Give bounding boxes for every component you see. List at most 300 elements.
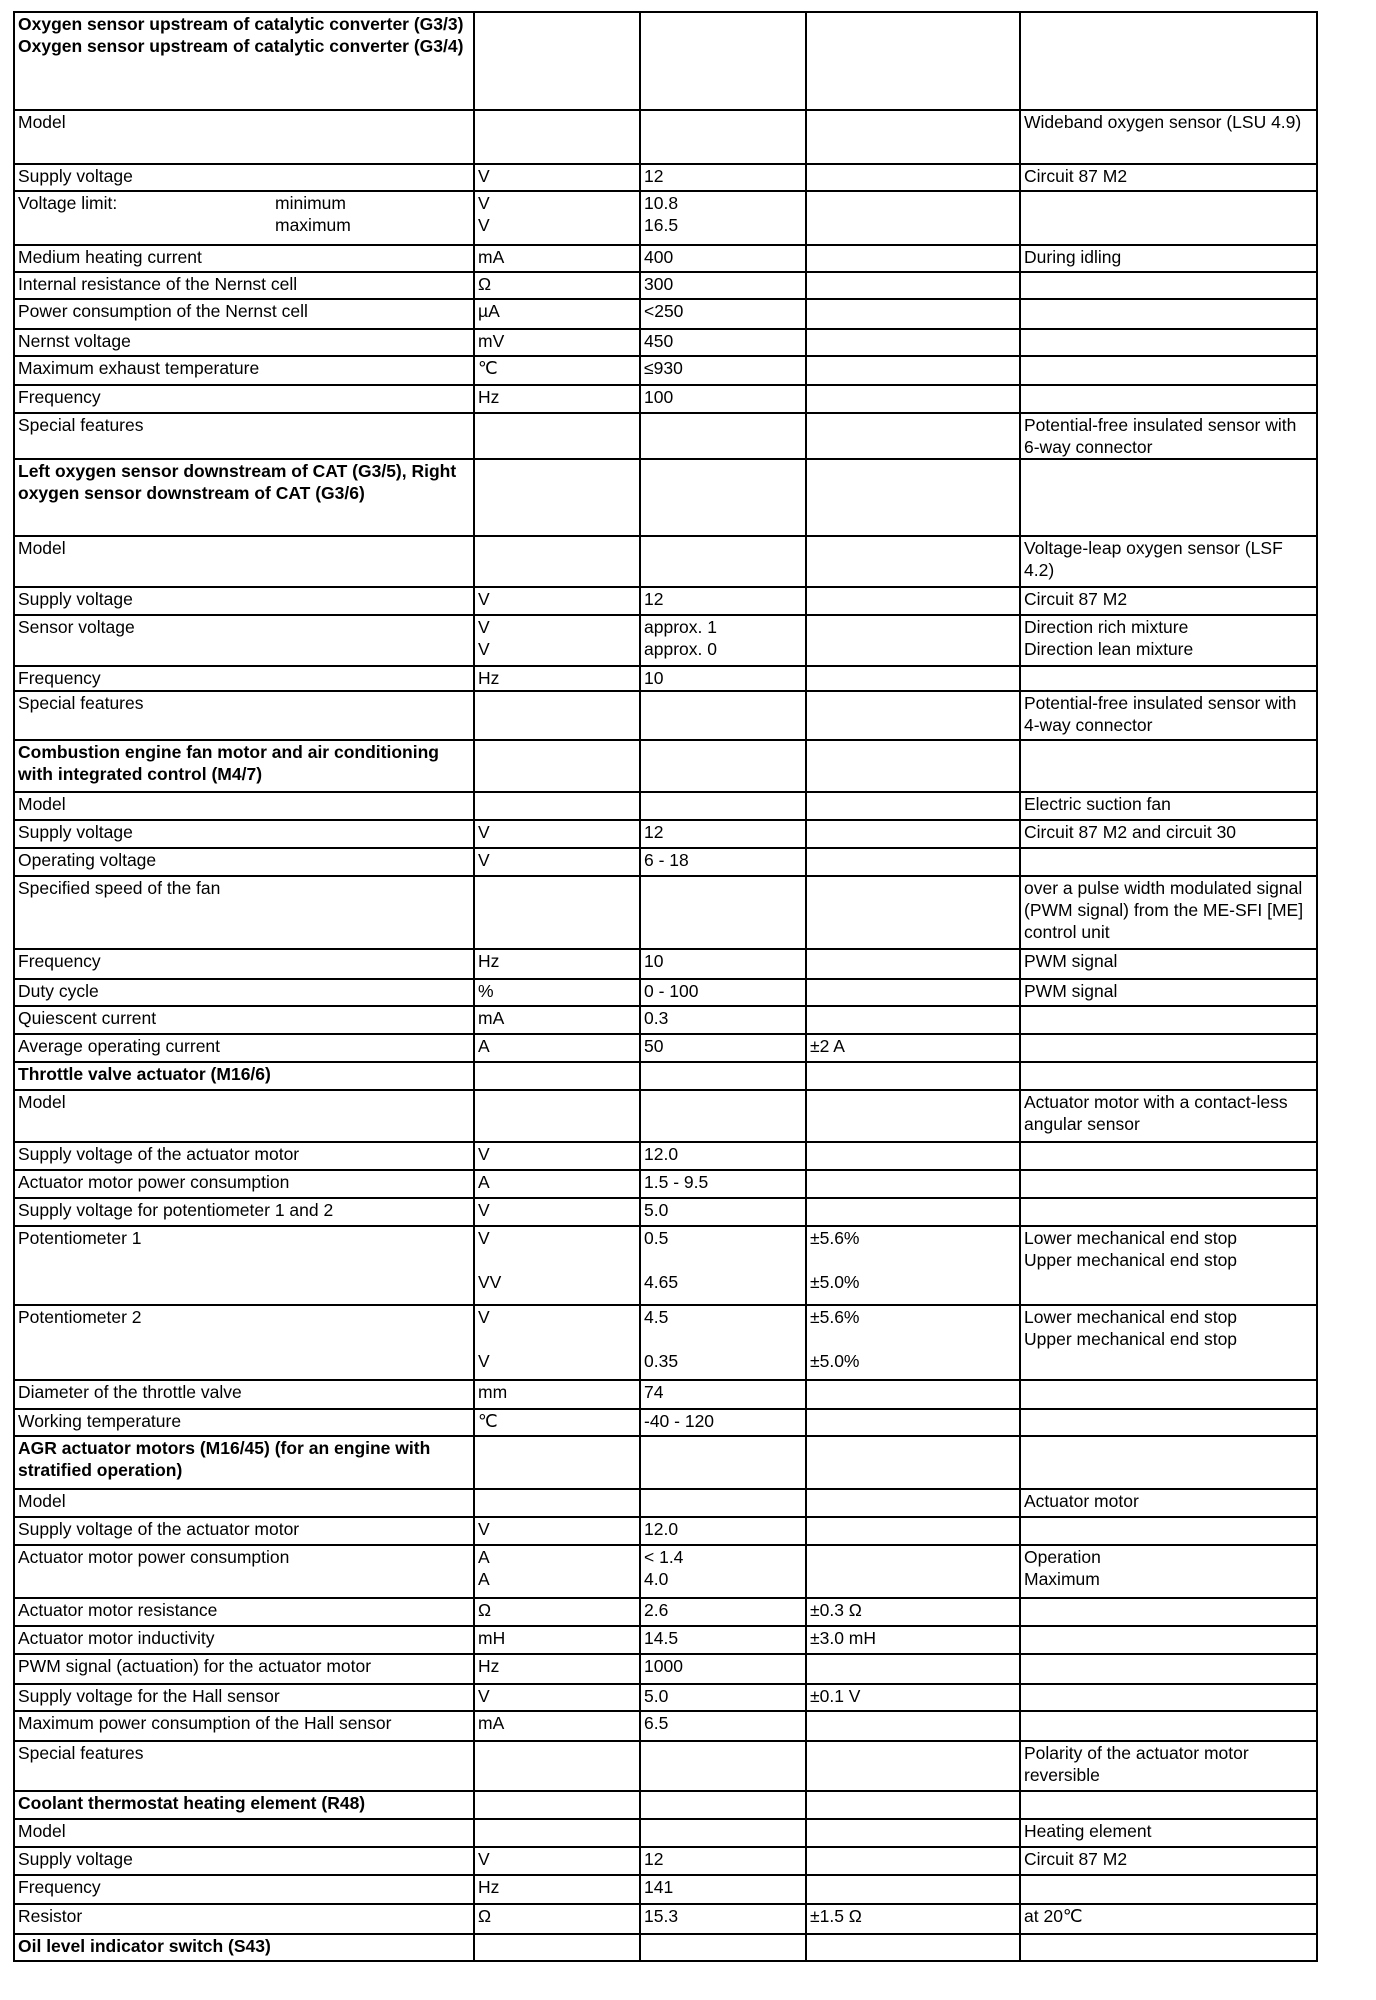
unit-cell — [474, 245, 640, 272]
table-row — [14, 1711, 1317, 1741]
unit-cell — [474, 1847, 640, 1875]
value-cell — [640, 949, 806, 979]
value-cell — [640, 1711, 806, 1741]
cell-text: Sensor voltage — [18, 617, 135, 637]
cell-text — [810, 460, 1016, 482]
cell-text: at 20℃ — [1024, 1906, 1083, 1926]
cell-text — [810, 1249, 1016, 1271]
table-row — [14, 1305, 1317, 1380]
unit-cell — [474, 272, 640, 299]
cell-text: V — [478, 850, 490, 870]
value-cell — [640, 385, 806, 413]
value-cell — [640, 876, 806, 949]
cell-text: ±3.0 mH — [810, 1628, 877, 1648]
cell-text — [478, 692, 636, 714]
unit-cell — [474, 1626, 640, 1654]
parameter-cell — [14, 1819, 474, 1847]
remark-cell — [1020, 459, 1317, 536]
value-cell — [640, 191, 806, 245]
cell-text: 5.0 — [644, 1686, 669, 1706]
remark-cell — [1020, 356, 1317, 385]
cell-text: Hz — [478, 1877, 500, 1897]
cell-text: ±0.1 V — [810, 1686, 861, 1706]
cell-text: < 1.4 — [644, 1547, 684, 1567]
remark-cell — [1020, 329, 1317, 356]
cell-text — [810, 1410, 1016, 1432]
unit-cell — [474, 1006, 640, 1034]
parameter-cell — [14, 12, 474, 110]
cell-text — [1024, 1935, 1313, 1957]
cell-text — [810, 950, 1016, 972]
cell-text: Ω — [478, 1600, 492, 1620]
cell-text: Ω — [478, 274, 492, 294]
cell-text: PWM signal (actuation) for the actuator motor — [18, 1656, 372, 1676]
cell-text: mV — [478, 331, 505, 351]
cell-text — [644, 793, 802, 815]
unit-cell — [474, 1934, 640, 1961]
remark-cell — [1020, 245, 1317, 272]
tolerance-cell — [806, 1684, 1020, 1711]
unit-cell — [474, 740, 640, 792]
unit-cell — [474, 1875, 640, 1904]
cell-text: Working temperature — [18, 1411, 182, 1431]
remark-cell — [1020, 110, 1317, 164]
cell-text — [644, 1742, 802, 1764]
parameter-cell — [14, 1934, 474, 1961]
cell-text — [810, 1848, 1016, 1870]
cell-text — [810, 414, 1016, 436]
cell-text: V — [478, 1519, 490, 1539]
parameter-cell — [14, 1517, 474, 1545]
parameter-cell — [14, 1170, 474, 1198]
remark-cell — [1020, 1934, 1317, 1961]
cell-text: ±5.0% — [810, 1351, 860, 1371]
remark-cell — [1020, 1436, 1317, 1489]
parameter-cell — [14, 792, 474, 820]
tolerance-cell — [806, 1062, 1020, 1090]
cell-text: 12 — [644, 822, 664, 842]
tolerance-cell — [806, 979, 1020, 1006]
cell-text: Frequency — [18, 668, 101, 688]
value-cell — [640, 536, 806, 587]
cell-text — [1024, 1627, 1313, 1649]
tolerance-cell — [806, 876, 1020, 949]
unit-cell — [474, 1819, 640, 1847]
cell-text: Duty cycle — [18, 981, 99, 1001]
cell-text — [810, 793, 1016, 815]
remark-cell — [1020, 1142, 1317, 1170]
cell-text — [1024, 1685, 1313, 1707]
unit-cell — [474, 1598, 640, 1626]
cell-text — [644, 111, 802, 133]
cell-text: Power consumption of the Nernst cell — [18, 301, 308, 321]
cell-text: 1000 — [644, 1656, 683, 1676]
cell-text — [1024, 192, 1313, 214]
parameter-cell — [14, 385, 474, 413]
cell-text: ±5.0% — [810, 1272, 860, 1292]
remark-cell — [1020, 1598, 1317, 1626]
section-header-row — [14, 459, 1317, 536]
cell-text — [810, 1328, 1016, 1350]
cell-text: V — [478, 639, 490, 659]
cell-text — [1024, 1518, 1313, 1540]
cell-text — [1024, 386, 1313, 408]
cell-text: 400 — [644, 247, 674, 267]
value-cell — [640, 1847, 806, 1875]
value-cell — [640, 1904, 806, 1934]
table-row — [14, 164, 1317, 191]
remark-cell — [1020, 1198, 1317, 1226]
cell-text — [644, 537, 802, 559]
cell-text: PWM signal — [1024, 951, 1118, 971]
unit-cell — [474, 876, 640, 949]
cell-text: 6.5 — [644, 1713, 669, 1733]
cell-text — [478, 1437, 636, 1459]
cell-text — [644, 460, 802, 482]
value-cell — [640, 1598, 806, 1626]
parameter-cell — [14, 1062, 474, 1090]
value-cell — [640, 1875, 806, 1904]
value-cell — [640, 413, 806, 459]
remark-cell — [1020, 1545, 1317, 1598]
cell-text — [478, 1091, 636, 1113]
table-row — [14, 272, 1317, 299]
cell-text — [1024, 1199, 1313, 1221]
cell-text — [478, 1742, 636, 1764]
cell-text: 14.5 — [644, 1628, 679, 1648]
value-cell — [640, 1489, 806, 1517]
remark-cell — [1020, 1090, 1317, 1142]
remark-cell — [1020, 691, 1317, 740]
cell-text — [810, 246, 1016, 268]
remark-cell — [1020, 1791, 1317, 1819]
section-header-row — [14, 12, 1317, 110]
section-header-row — [14, 1791, 1317, 1819]
cell-text: ±2 A — [810, 1036, 845, 1056]
cell-text: Operating voltage — [18, 850, 157, 870]
tolerance-cell — [806, 1489, 1020, 1517]
cell-text: Average operating current — [18, 1036, 221, 1056]
cell-text: Actuator motor power consumption — [18, 1172, 290, 1192]
value-cell — [640, 1819, 806, 1847]
remark-cell — [1020, 615, 1317, 666]
parameter-cell — [14, 1142, 474, 1170]
value-cell — [640, 1226, 806, 1305]
value-cell — [640, 356, 806, 385]
unit-cell — [474, 848, 640, 876]
cell-text: Ω — [478, 1906, 492, 1926]
cell-text: 300 — [644, 274, 674, 294]
cell-text: Frequency — [18, 1877, 101, 1897]
cell-text: Supply voltage of the actuator motor — [18, 1519, 300, 1539]
value-cell — [640, 1791, 806, 1819]
cell-text: ±5.6% — [810, 1307, 860, 1327]
unit-cell — [474, 299, 640, 329]
cell-text — [810, 588, 1016, 610]
cell-text: 12 — [644, 1849, 664, 1869]
table-row — [14, 245, 1317, 272]
parameter-cell — [14, 191, 474, 245]
cell-text: 141 — [644, 1877, 674, 1897]
unit-cell — [474, 1654, 640, 1684]
parameter-cell — [14, 272, 474, 299]
unit-cell — [474, 536, 640, 587]
remark-cell — [1020, 666, 1317, 691]
cell-text — [810, 1876, 1016, 1898]
table-row — [14, 385, 1317, 413]
remark-cell — [1020, 272, 1317, 299]
cell-text — [1024, 1035, 1313, 1057]
value-cell — [640, 1305, 806, 1380]
cell-text: Heating element — [1024, 1821, 1152, 1841]
cell-text: V — [478, 1686, 490, 1706]
parameter-cell — [14, 1198, 474, 1226]
cell-text — [810, 980, 1016, 1002]
value-cell — [640, 329, 806, 356]
parameter-cell — [14, 1436, 474, 1489]
cell-text: Frequency — [18, 951, 101, 971]
cell-text: Frequency — [18, 387, 101, 407]
cell-text — [644, 1328, 802, 1350]
cell-text — [810, 1437, 1016, 1459]
remark-cell — [1020, 299, 1317, 329]
value-cell — [640, 666, 806, 691]
table-row — [14, 1226, 1317, 1305]
value-cell — [640, 1034, 806, 1062]
unit-cell — [474, 615, 640, 666]
unit-cell — [474, 1711, 640, 1741]
cell-text — [1024, 1381, 1313, 1403]
remark-cell — [1020, 949, 1317, 979]
cell-text — [810, 357, 1016, 379]
cell-text: Electric suction fan — [1024, 794, 1171, 814]
cell-text — [810, 1063, 1016, 1085]
remark-cell — [1020, 1741, 1317, 1791]
cell-text: Wideband oxygen sensor (LSU 4.9) — [1024, 112, 1302, 132]
remark-cell — [1020, 587, 1317, 615]
cell-text: 4.65 — [644, 1272, 679, 1292]
cell-text: Supply voltage — [18, 822, 133, 842]
cell-text — [810, 1199, 1016, 1221]
cell-text — [478, 1328, 636, 1350]
tolerance-cell — [806, 666, 1020, 691]
value-cell — [640, 299, 806, 329]
tolerance-cell — [806, 1409, 1020, 1436]
cell-text: Maximum power consumption of the Hall sensor — [18, 1713, 392, 1733]
cell-text: Oxygen sensor upstream of catalytic converter (G3/4) — [18, 36, 464, 56]
table-row — [14, 876, 1317, 949]
cell-text — [810, 1546, 1016, 1568]
cell-text: ≤930 — [644, 358, 683, 378]
unit-cell — [474, 1305, 640, 1380]
cell-text — [644, 1091, 802, 1113]
cell-text — [644, 414, 802, 436]
cell-text: Upper mechanical end stop — [1024, 1329, 1238, 1349]
tolerance-cell — [806, 1198, 1020, 1226]
cell-text: ±5.6% — [810, 1228, 860, 1248]
value-cell — [640, 1090, 806, 1142]
parameter-cell — [14, 820, 474, 848]
cell-text — [810, 1171, 1016, 1193]
cell-text — [478, 13, 636, 35]
unit-cell — [474, 164, 640, 191]
parameter-cell — [14, 245, 474, 272]
remark-cell — [1020, 1034, 1317, 1062]
cell-text — [478, 1820, 636, 1842]
unit-cell — [474, 1062, 640, 1090]
value-cell — [640, 12, 806, 110]
cell-text: VV — [478, 1272, 502, 1292]
cell-text: Maximum — [1024, 1569, 1100, 1589]
value-cell — [640, 792, 806, 820]
cell-text: Actuator motor — [1024, 1491, 1139, 1511]
cell-text: Circuit 87 M2 — [1024, 166, 1128, 186]
unit-cell — [474, 1545, 640, 1598]
cell-text: Polarity of the actuator motor reversible — [1024, 1743, 1249, 1785]
unit-cell — [474, 1489, 640, 1517]
parameter-cell — [14, 356, 474, 385]
cell-text: % — [478, 981, 494, 1001]
limit-labels — [275, 192, 351, 236]
cell-text: Supply voltage — [18, 166, 133, 186]
cell-text: Special features — [18, 415, 144, 435]
table-row — [14, 792, 1317, 820]
table-row — [14, 1847, 1317, 1875]
unit-cell — [474, 329, 640, 356]
parameter-cell — [14, 1380, 474, 1409]
value-cell — [640, 272, 806, 299]
cell-text — [1024, 357, 1313, 379]
cell-text — [810, 1091, 1016, 1113]
cell-text — [810, 192, 1016, 214]
cell-text: <250 — [644, 301, 684, 321]
remark-cell — [1020, 1062, 1317, 1090]
table-row — [14, 1654, 1317, 1684]
cell-text: Operation — [1024, 1547, 1101, 1567]
cell-text: 450 — [644, 331, 674, 351]
parameter-cell — [14, 459, 474, 536]
cell-text — [1024, 1655, 1313, 1677]
unit-cell — [474, 1409, 640, 1436]
parameter-cell — [14, 1090, 474, 1142]
tolerance-cell — [806, 848, 1020, 876]
value-cell — [640, 848, 806, 876]
tolerance-cell — [806, 1305, 1020, 1380]
cell-text: Actuator motor inductivity — [18, 1628, 215, 1648]
cell-text: approx. 0 — [644, 639, 717, 659]
cell-text: 10.8 — [644, 193, 679, 213]
remark-cell — [1020, 792, 1317, 820]
unit-cell — [474, 1684, 640, 1711]
remark-cell — [1020, 1409, 1317, 1436]
parameter-cell — [14, 848, 474, 876]
cell-text: Hz — [478, 951, 500, 971]
cell-text — [810, 165, 1016, 187]
cell-text — [478, 1935, 636, 1957]
cell-text: Supply voltage — [18, 1849, 133, 1869]
cell-text — [810, 1007, 1016, 1029]
cell-text — [810, 741, 1016, 763]
table-row — [14, 356, 1317, 385]
table-row — [14, 820, 1317, 848]
cell-text — [810, 1518, 1016, 1540]
cell-text — [644, 1935, 802, 1957]
cell-text: Model — [18, 538, 66, 558]
cell-text: Resistor — [18, 1906, 83, 1926]
remark-cell — [1020, 1226, 1317, 1305]
value-cell — [640, 164, 806, 191]
cell-text: Model — [18, 1491, 66, 1511]
value-cell — [640, 820, 806, 848]
table-row — [14, 1684, 1317, 1711]
tolerance-cell — [806, 1545, 1020, 1598]
limit-label: maximum — [275, 215, 351, 235]
tolerance-cell — [806, 356, 1020, 385]
remark-cell — [1020, 979, 1317, 1006]
cell-text — [810, 667, 1016, 689]
parameter-cell — [14, 740, 474, 792]
tolerance-cell — [806, 691, 1020, 740]
cell-text: Specified speed of the fan — [18, 878, 221, 898]
cell-text — [810, 1935, 1016, 1957]
remark-cell — [1020, 876, 1317, 949]
table-row — [14, 1142, 1317, 1170]
value-cell — [640, 1409, 806, 1436]
cell-text: Combustion engine fan motor and air conditioning with integrated control (M4/7) — [18, 742, 439, 784]
value-cell — [640, 1934, 806, 1961]
cell-text: ℃ — [478, 358, 498, 378]
cell-text: Hz — [478, 387, 500, 407]
cell-text: A — [478, 1547, 490, 1567]
tolerance-cell — [806, 329, 1020, 356]
tolerance-cell — [806, 1170, 1020, 1198]
cell-text: V — [478, 617, 490, 637]
remark-cell — [1020, 413, 1317, 459]
cell-text: mH — [478, 1628, 506, 1648]
remark-cell — [1020, 848, 1317, 876]
value-cell — [640, 245, 806, 272]
cell-text — [810, 1820, 1016, 1842]
tolerance-cell — [806, 587, 1020, 615]
tolerance-cell — [806, 536, 1020, 587]
tolerance-cell — [806, 413, 1020, 459]
cell-text: V — [478, 1307, 490, 1327]
tolerance-cell — [806, 385, 1020, 413]
cell-text — [1024, 849, 1313, 871]
cell-text — [644, 1792, 802, 1814]
cell-text — [478, 111, 636, 133]
cell-text — [810, 1742, 1016, 1764]
cell-text: Supply voltage for potentiometer 1 and 2 — [18, 1200, 334, 1220]
remark-cell — [1020, 1819, 1317, 1847]
parameter-cell — [14, 1626, 474, 1654]
cell-text: V — [478, 1849, 490, 1869]
parameter-cell — [14, 979, 474, 1006]
cell-text — [644, 1490, 802, 1512]
cell-text: 10 — [644, 951, 664, 971]
cell-text: 4.0 — [644, 1569, 669, 1589]
cell-text: Potential-free insulated sensor with 4-way connector — [1024, 693, 1297, 735]
tolerance-cell — [806, 1791, 1020, 1819]
parameter-cell — [14, 1684, 474, 1711]
cell-text: 0 - 100 — [644, 981, 699, 1001]
table-row — [14, 110, 1317, 164]
tolerance-cell — [806, 191, 1020, 245]
remark-cell — [1020, 1006, 1317, 1034]
tolerance-cell — [806, 164, 1020, 191]
tolerance-cell — [806, 1436, 1020, 1489]
remark-cell — [1020, 12, 1317, 110]
